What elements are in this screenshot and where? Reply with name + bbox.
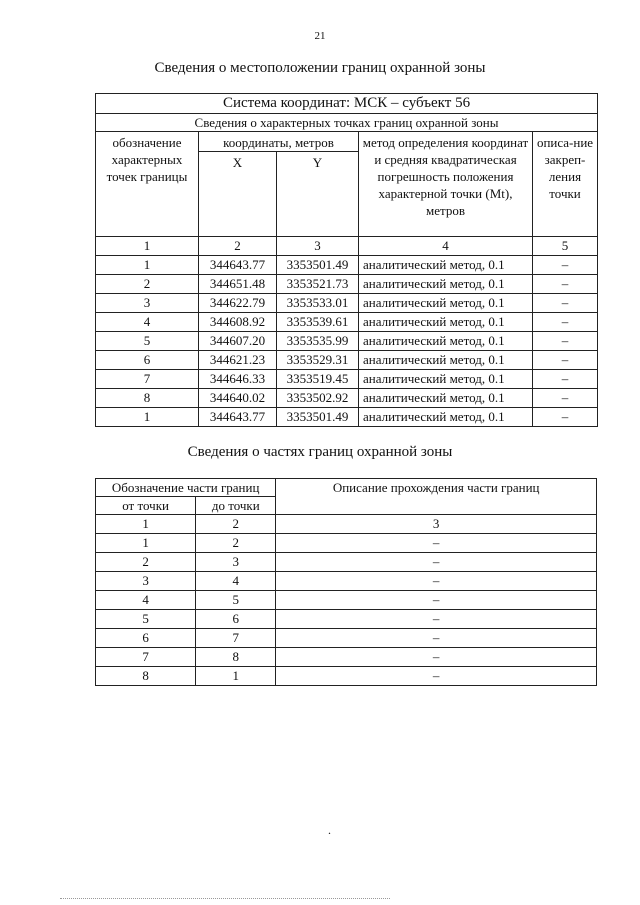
col-num: 1 — [96, 515, 196, 534]
cell-from: 7 — [96, 648, 196, 667]
cell-y: 3353533.01 — [277, 294, 359, 313]
cell-point: 5 — [96, 332, 199, 351]
table-row — [96, 534, 597, 553]
cell-desc: – — [276, 572, 597, 591]
cell-to: 1 — [196, 667, 276, 686]
section-title-parts: Сведения о частях границ охранной зоны — [187, 444, 453, 460]
cell-point: 7 — [96, 370, 199, 389]
cell-method: аналитический метод, 0.1 — [359, 370, 533, 389]
cell-y: 3353539.61 — [277, 313, 359, 332]
cell-point: 8 — [96, 389, 199, 408]
column-numbering-row — [96, 237, 598, 256]
table-row — [96, 294, 598, 313]
header-to: до точки — [196, 497, 276, 515]
table-row — [96, 648, 597, 667]
cell-y: 3353529.31 — [277, 351, 359, 370]
cell-from: 6 — [96, 629, 196, 648]
table-row — [96, 553, 597, 572]
header-desc: описа-ние закреп-ления точки — [533, 132, 598, 237]
table-row — [96, 610, 597, 629]
cell-method: аналитический метод, 0.1 — [359, 313, 533, 332]
cell-desc: – — [533, 313, 598, 332]
header-y: Y — [277, 152, 359, 237]
page-number: 21 — [314, 30, 326, 42]
cell-x: 344646.33 — [199, 370, 277, 389]
cell-method: аналитический метод, 0.1 — [359, 351, 533, 370]
table-row — [96, 351, 598, 370]
coordinate-system: Система координат: МСК – субъект 56 — [96, 94, 598, 114]
cell-to: 7 — [196, 629, 276, 648]
cell-desc: – — [533, 370, 598, 389]
cell-y: 3353501.49 — [277, 256, 359, 275]
cell-to: 5 — [196, 591, 276, 610]
parts-table — [95, 478, 597, 686]
stray-mark: . — [328, 823, 331, 837]
col-num: 2 — [199, 237, 277, 256]
table-row — [96, 313, 598, 332]
col-num: 3 — [276, 515, 597, 534]
cell-desc: – — [276, 591, 597, 610]
cell-x: 344622.79 — [199, 294, 277, 313]
column-numbering-row — [96, 515, 597, 534]
cell-x: 344608.92 — [199, 313, 277, 332]
cell-from: 2 — [96, 553, 196, 572]
cell-desc: – — [533, 275, 598, 294]
cell-desc: – — [533, 294, 598, 313]
header-part: Обозначение части границ — [96, 479, 276, 497]
cell-point: 1 — [96, 256, 199, 275]
cell-desc: – — [276, 629, 597, 648]
table-row — [96, 275, 598, 294]
cell-y: 3353535.99 — [277, 332, 359, 351]
cell-x: 344643.77 — [199, 408, 277, 427]
table-row — [96, 591, 597, 610]
header-method: метод определения координат и средняя квадратическая погрешность положения характерной точки (Mt), метров — [359, 132, 533, 237]
cell-to: 3 — [196, 553, 276, 572]
cell-point: 4 — [96, 313, 199, 332]
cell-method: аналитический метод, 0.1 — [359, 332, 533, 351]
cell-x: 344643.77 — [199, 256, 277, 275]
section-title-location: Сведения о местоположении границ охранной зоны — [154, 60, 486, 76]
table-row — [96, 389, 598, 408]
cell-desc: – — [533, 256, 598, 275]
table-row — [96, 332, 598, 351]
cell-desc: – — [276, 534, 597, 553]
cell-desc: – — [533, 351, 598, 370]
cell-from: 3 — [96, 572, 196, 591]
cell-x: 344651.48 — [199, 275, 277, 294]
cell-desc: – — [276, 553, 597, 572]
points-table — [95, 93, 598, 427]
table-row — [96, 667, 597, 686]
cell-point: 1 — [96, 408, 199, 427]
header-coords: координаты, метров — [199, 132, 359, 152]
points-subtitle: Сведения о характерных точках границ охранной зоны — [96, 114, 598, 132]
cell-method: аналитический метод, 0.1 — [359, 256, 533, 275]
table-row — [96, 629, 597, 648]
col-num: 2 — [196, 515, 276, 534]
cell-from: 1 — [96, 534, 196, 553]
cell-point: 6 — [96, 351, 199, 370]
cell-desc: – — [276, 610, 597, 629]
col-num: 3 — [277, 237, 359, 256]
table-row — [96, 572, 597, 591]
col-num: 4 — [359, 237, 533, 256]
footer-divider — [60, 898, 390, 899]
cell-from: 4 — [96, 591, 196, 610]
header-x: X — [199, 152, 277, 237]
table-row — [96, 408, 598, 427]
cell-desc: – — [276, 648, 597, 667]
col-num: 5 — [533, 237, 598, 256]
cell-desc: – — [276, 667, 597, 686]
cell-method: аналитический метод, 0.1 — [359, 275, 533, 294]
cell-from: 5 — [96, 610, 196, 629]
cell-method: аналитический метод, 0.1 — [359, 294, 533, 313]
cell-method: аналитический метод, 0.1 — [359, 408, 533, 427]
cell-to: 4 — [196, 572, 276, 591]
cell-x: 344640.02 — [199, 389, 277, 408]
header-from: от точки — [96, 497, 196, 515]
cell-from: 8 — [96, 667, 196, 686]
cell-y: 3353502.92 — [277, 389, 359, 408]
cell-x: 344621.23 — [199, 351, 277, 370]
cell-to: 6 — [196, 610, 276, 629]
header-point: обозначение характерных точек границы — [96, 132, 199, 237]
cell-point: 3 — [96, 294, 199, 313]
cell-desc: – — [533, 408, 598, 427]
cell-y: 3353501.49 — [277, 408, 359, 427]
cell-desc: – — [533, 389, 598, 408]
cell-method: аналитический метод, 0.1 — [359, 389, 533, 408]
col-num: 1 — [96, 237, 199, 256]
cell-desc: – — [533, 332, 598, 351]
table-row — [96, 370, 598, 389]
table-row — [96, 256, 598, 275]
cell-to: 2 — [196, 534, 276, 553]
cell-y: 3353521.73 — [277, 275, 359, 294]
cell-x: 344607.20 — [199, 332, 277, 351]
cell-to: 8 — [196, 648, 276, 667]
cell-y: 3353519.45 — [277, 370, 359, 389]
cell-point: 2 — [96, 275, 199, 294]
header-part-desc: Описание прохождения части границ — [276, 479, 597, 515]
